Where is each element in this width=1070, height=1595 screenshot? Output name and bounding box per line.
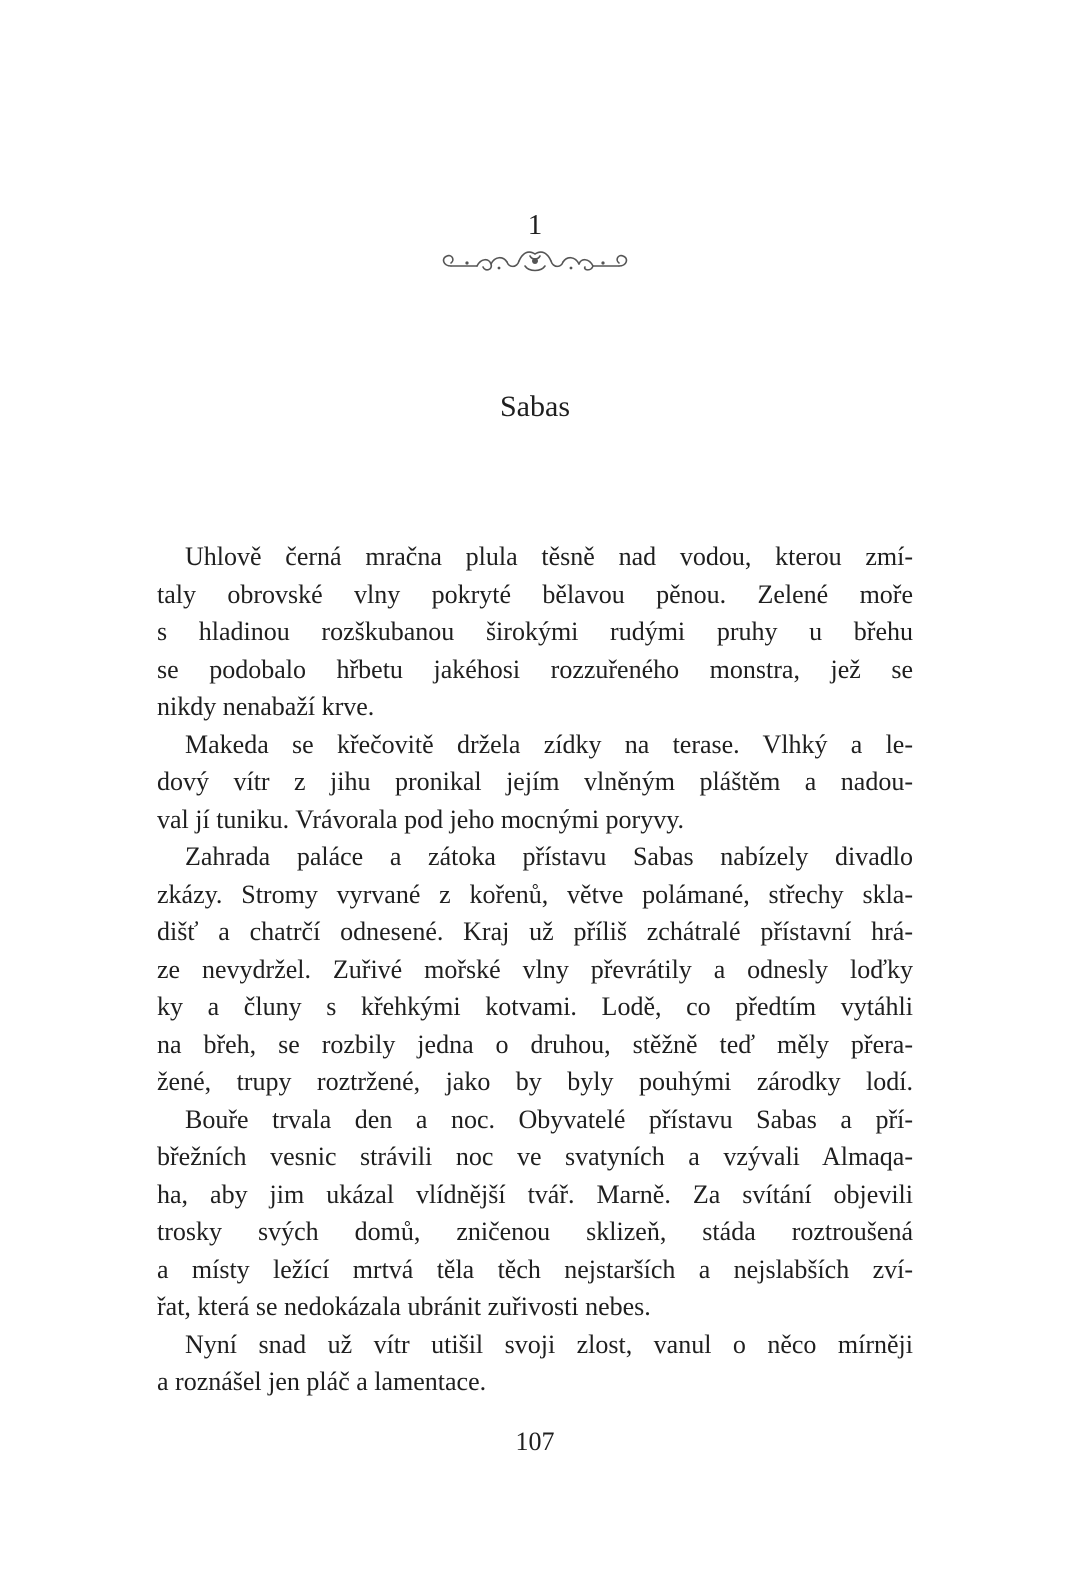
text-line: břežních vesnic strávili noc ve svatyních a vzývali Almaqa-	[157, 1142, 913, 1171]
text-line: Bouře trvala den a noc. Obyvatelé přístavu Sabas a pří-	[185, 1104, 913, 1134]
text-line: s hladinou rozškubanou širokými rudými pruhy u břehu	[157, 617, 913, 646]
text-line: Zahrada paláce a zátoka přístavu Sabas nabízely divadlo	[185, 842, 913, 871]
text-line: Nyní snad už vítr utišil svoji zlost, vanul o něco mírněji	[185, 1329, 913, 1359]
text-line: Uhlově černá mračna plula těsně nad vodou, kterou zmí-	[185, 542, 913, 571]
text-line: dový vítr z jihu pronikal jejím vlněným pláštěm a nadou-	[157, 767, 913, 796]
text-line: řat, která se nedokázala ubránit zuřivosti nebes.	[157, 1292, 651, 1321]
text-line: se podobalo hřbetu jakéhosi rozzuřeného monstra, jež se	[157, 654, 913, 684]
text-line: ky a čluny s křehkými kotvami. Lodě, co předtím vytáhli	[157, 992, 913, 1021]
chapter-title: Sabas	[500, 390, 570, 423]
text-line: taly obrovské vlny pokryté bělavou pěnou. Zelené moře	[157, 579, 913, 609]
text-line: dišť a chatrčí odnesené. Kraj už příliš zchátralé přístavní hrá-	[157, 917, 913, 946]
text-line: val jí tuniku. Vrávorala pod jeho mocnými poryvy.	[157, 804, 685, 834]
text-line: a roznášel jen pláč a lamentace.	[157, 1367, 487, 1396]
chapter-body	[157, 538, 913, 1401]
text-line: trosky svých domů, zničenou sklizeň, stáda roztroušená	[157, 1217, 913, 1246]
text-line: nikdy nenabaží krve.	[157, 692, 375, 721]
flourish-divider-icon	[437, 244, 633, 280]
text-line: zkázy. Stromy vyrvané z kořenů, větve polámané, střechy skla-	[157, 879, 913, 909]
page-number: 107	[515, 1427, 555, 1456]
text-line: žené, trupy roztržené, jako by byly pouhými zárodky lodí.	[157, 1067, 913, 1096]
text-line: ha, aby jim ukázal vlídnější tvář. Marně. Za svítání objevili	[157, 1179, 913, 1209]
chapter-number: 1	[527, 209, 543, 241]
text-line: Makeda se křečovitě držela zídky na terase. Vlhký a le-	[185, 729, 913, 759]
text-line: a místy ležící mrtvá těla těch nejstarších a nejslabších zví-	[157, 1254, 913, 1284]
text-line: na břeh, se rozbily jedna o druhou, stěžně teď měly přera-	[157, 1029, 913, 1059]
text-line: ze nevydržel. Zuřivé mořské vlny převrátily a odnesly loďky	[157, 954, 913, 984]
